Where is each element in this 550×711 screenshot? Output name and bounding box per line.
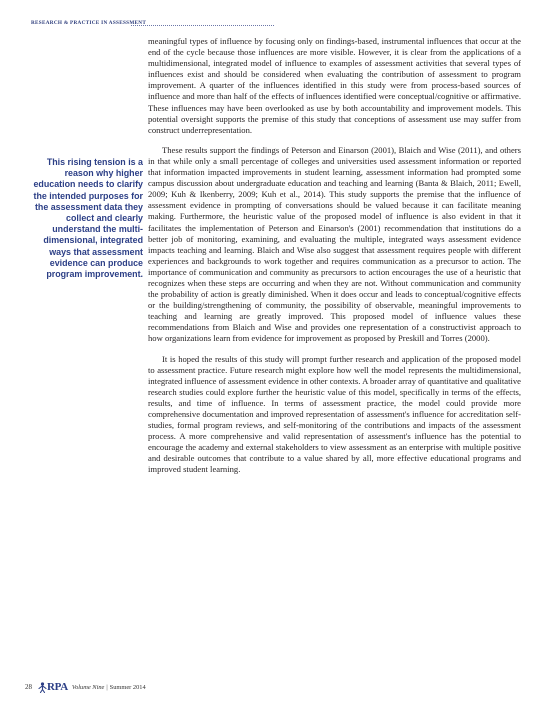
issue-date: Summer 2014 — [109, 683, 146, 691]
body-text — [148, 36, 521, 485]
running-header: RESEARCH & PRACTICE IN ASSESSMENT — [31, 20, 147, 26]
pull-quote: This rising tension is a reason why higher education needs to clarify the intended purposes for the assessment data they collect and clearly understand the multi-dimensional, integrated ways that assessment evidence can produce program improvement. — [33, 157, 143, 280]
page-footer — [25, 681, 146, 693]
volume-label: Volume Nine — [71, 683, 105, 691]
paragraph-2: These results support the findings of Peterson and Einarson (2001), Blaich and Wise (2011), and others in that while only a small percentage of colleges and universities used assessment information or reported that information impacted improvements in student learning, assessment information had prompted some campus discussion about undergraduate education and teaching and learning (Banta & Blaich, 2011; Ewell, 2009; Kuh & Ikenberry, 2009; Kuh et al., 2014). This study supports the premise that the influence of assessment evidence in prompting of conversations should be valued because it can facilitate meaning making. Furthermore, the heuristic value of the proposed model of influence is also evident in that it facilitates the implementation of Peterson and Einarson's (2001) recommendation that institutions do a better job of monitoring, examining, and evaluating the multiple, integrated ways assessment evidence impacts teaching and learning. Blaich and Wise also suggest that assessment requires people with different experiences and backgrounds to work together and requires communication as a precursor to action. The importance of communication and community as precursors to action encourages the use of a heuristic that recognizes when these steps are occurring and when they are not. Without communication and community the probability of action is greatly diminished. When it does occur and leads to conceptual/cognitive effects or the building/strengthening of community, the possibility of observable, meaningful improvements to teaching and learning are greatly improved. This proposed model of influence values these recommendations from Blaich and Wise and provides one representation of a constructivist approach to how organizations learn from evidence for improvement as proposed by Preskill and Torres (2000). — [148, 144, 521, 344]
logo-text: RPA — [47, 681, 68, 693]
paragraph-1: meaningful types of influence by focusing only on findings-based, instrumental influences that occur at the end of the cycle because those influences are more visible. However, it is clear from the applications of a multidimensional, integrated model of influence to examples of assessment activities that several types of influences exist and should be considered when evaluating the contribution of assessment to program improvement. A quarter of the influences identified in this study were from process-based sources of influence and more than half of the effects of influences identified were conceptual/cognitive or affirmative. These influences may have been overlooked as use by both accountability and improvement models. This potential oversight supports the premise of this study that conceptions of assessment use may suffer from construct underrepresentation. — [148, 36, 521, 135]
footer-separator: | — [106, 683, 108, 691]
header-dotted-rule — [131, 25, 274, 26]
page-number: 28 — [25, 683, 32, 691]
paragraph-3: It is hoped the results of this study will prompt further research and application of the proposed model to assessment practice. Future research might explore how well the model represents the multidimensional, integrated influence of assessment evidence in other contexts. A broader array of quantitative and qualitative research studies could explore further the heuristic value of this model, specifically in terms of the effects, results, and time of influence. In terms of assessment practice, the model could provide more comprehensive documentation and improved representation of assessment's influence for accreditation self-studies, formal program reviews, and self-monitoring of the contributions and impacts of the assessment process. A more comprehensive and valid representation of assessment's influence has the potential to encourage the academy and external stakeholders to view assessment as an enterprise with multiple positive and desirable outcomes that contribute to a value shared by all, more effective educational programs and improved student learning. — [148, 353, 521, 475]
rpa-logo — [38, 681, 68, 693]
figure-icon — [38, 682, 47, 693]
